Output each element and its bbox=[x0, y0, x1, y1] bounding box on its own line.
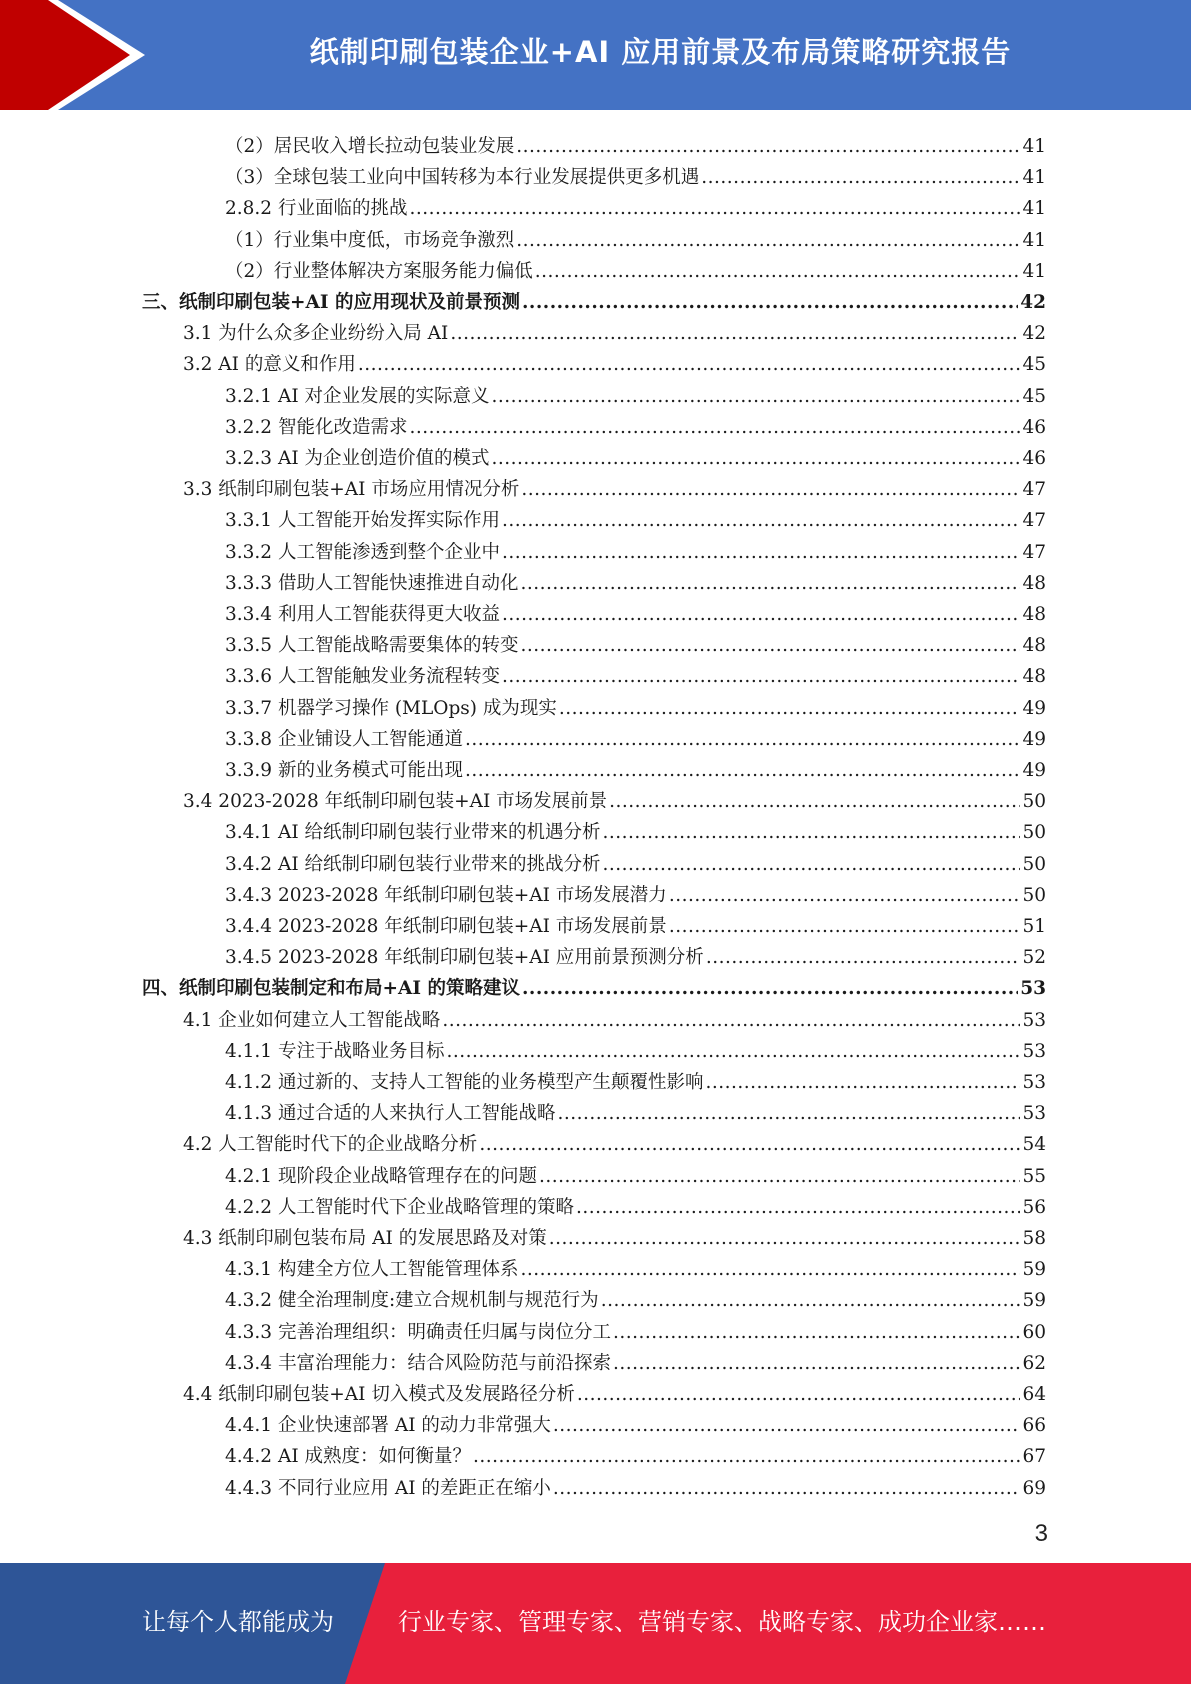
toc-dot-leader bbox=[492, 386, 1021, 408]
toc-dot-leader bbox=[442, 1010, 1020, 1032]
toc-entry-page: 48 bbox=[1022, 635, 1046, 657]
toc-dot-leader bbox=[520, 1259, 1020, 1281]
toc-dot-leader bbox=[701, 167, 1020, 189]
toc-dot-leader bbox=[479, 1134, 1020, 1156]
toc-entry[interactable] bbox=[225, 221, 1046, 252]
toc-dot-leader bbox=[450, 323, 1020, 345]
toc-entry-title: 3.4 2023-2028 年纸制印刷包装+AI 市场发展前景 bbox=[183, 791, 608, 813]
toc-entry[interactable] bbox=[225, 938, 1046, 969]
toc-entry[interactable] bbox=[225, 1437, 1046, 1468]
toc-dot-leader bbox=[465, 760, 1020, 782]
toc-dot-leader bbox=[549, 1228, 1021, 1250]
toc-entry-title: 3.1 为什么众多企业纷纷入局 AI bbox=[183, 323, 449, 345]
toc-entry[interactable] bbox=[225, 689, 1046, 720]
toc-dot-leader bbox=[492, 448, 1021, 470]
toc-entry-page: 56 bbox=[1022, 1196, 1046, 1218]
toc-entry-title: 2.8.2 行业面临的挑战 bbox=[225, 198, 408, 220]
toc-dot-leader bbox=[603, 854, 1021, 876]
toc-entry[interactable] bbox=[225, 1032, 1046, 1063]
toc-dot-leader bbox=[358, 354, 1021, 376]
toc-entry-page: 41 bbox=[1022, 198, 1046, 220]
toc-entry-page: 47 bbox=[1022, 541, 1046, 563]
report-title: 纸制印刷包装企业+AI 应用前景及布局策略研究报告 bbox=[309, 35, 1012, 69]
toc-entry[interactable] bbox=[225, 876, 1046, 907]
toc-dot-leader bbox=[521, 479, 1020, 501]
toc-entry-title: 3.2.3 AI 为企业创造价值的模式 bbox=[225, 448, 490, 469]
toc-entry-page: 45 bbox=[1022, 354, 1046, 376]
toc-entry-page: 62 bbox=[1022, 1352, 1046, 1374]
toc-dot-leader bbox=[409, 417, 1020, 439]
toc-dot-leader bbox=[609, 791, 1020, 813]
toc-entry-page: 41 bbox=[1022, 260, 1046, 282]
toc-dot-leader bbox=[520, 573, 1020, 595]
toc-dot-leader bbox=[559, 698, 1021, 720]
toc-dot-leader bbox=[601, 1290, 1021, 1312]
toc-dot-leader bbox=[557, 1103, 1020, 1125]
toc-entry[interactable] bbox=[225, 1344, 1046, 1375]
toc-entry-page: 51 bbox=[1022, 916, 1046, 937]
toc-dot-leader bbox=[522, 978, 1018, 1000]
toc-entry-title: 3.3.2 人工智能渗透到整个企业中 bbox=[225, 541, 500, 563]
toc-entry[interactable] bbox=[225, 564, 1046, 595]
toc-entry[interactable] bbox=[225, 501, 1046, 532]
toc-entry-page: 58 bbox=[1022, 1228, 1046, 1249]
toc-entry-page: 53 bbox=[1022, 1072, 1046, 1093]
toc-entry-title: 4.4 纸制印刷包装+AI 切入模式及发展路径分析 bbox=[183, 1384, 575, 1405]
toc-entry[interactable] bbox=[183, 1375, 1046, 1406]
toc-entry[interactable] bbox=[225, 252, 1046, 283]
toc-dot-leader bbox=[553, 1415, 1021, 1437]
toc-entry-page: 46 bbox=[1022, 416, 1046, 438]
toc-entry[interactable] bbox=[225, 1063, 1046, 1094]
toc-entry-title: 3.3.9 新的业务模式可能出现 bbox=[225, 760, 463, 781]
toc-entry-title: 3.2.1 AI 对企业发展的实际意义 bbox=[225, 385, 490, 407]
toc-entry-page: 53 bbox=[1022, 1009, 1046, 1031]
toc-entry[interactable] bbox=[225, 1406, 1046, 1437]
toc-entry-title: 3.2 AI 的意义和作用 bbox=[183, 354, 356, 376]
toc-entry[interactable] bbox=[225, 1250, 1046, 1281]
toc-entry-page: 53 bbox=[1020, 978, 1046, 1000]
toc-entry[interactable] bbox=[225, 377, 1046, 408]
toc-entry-title: 3.3.8 企业铺设人工智能通道 bbox=[225, 728, 463, 750]
toc-entry[interactable] bbox=[225, 408, 1046, 439]
toc-dot-leader bbox=[705, 1072, 1020, 1094]
toc-entry-page: 53 bbox=[1022, 1040, 1046, 1062]
toc-entry-title: 四、纸制印刷包装制定和布局+AI 的策略建议 bbox=[142, 978, 520, 1000]
toc-entry-title: 3.3.4 利用人工智能获得更大收益 bbox=[225, 604, 500, 625]
toc-entry[interactable] bbox=[225, 595, 1046, 626]
toc-entry-title: 4.1.1 专注于战略业务目标 bbox=[225, 1040, 445, 1062]
toc-entry-page: 41 bbox=[1022, 229, 1046, 251]
toc-entry-title: 4.2 人工智能时代下的企业战略分析 bbox=[183, 1134, 478, 1156]
toc-entry-page: 48 bbox=[1022, 572, 1046, 594]
toc-entry-page: 59 bbox=[1022, 1290, 1046, 1312]
toc-entry[interactable] bbox=[225, 1157, 1046, 1188]
toc-entry-page: 41 bbox=[1022, 136, 1046, 157]
toc-entry-page: 60 bbox=[1022, 1321, 1046, 1343]
toc-entry[interactable] bbox=[225, 845, 1046, 876]
toc-entry[interactable] bbox=[225, 1469, 1046, 1500]
toc-entry-page: 52 bbox=[1022, 947, 1046, 969]
toc-dot-leader bbox=[465, 729, 1020, 751]
toc-entry-title: 3.4.3 2023-2028 年纸制印刷包装+AI 市场发展潜力 bbox=[225, 884, 667, 906]
toc-dot-leader bbox=[669, 885, 1021, 907]
toc-entry-page: 49 bbox=[1022, 760, 1046, 781]
toc-dot-leader bbox=[577, 1384, 1021, 1406]
toc-entry-title: 3.3.1 人工智能开始发挥实际作用 bbox=[225, 510, 500, 532]
toc-entry[interactable] bbox=[225, 158, 1046, 189]
toc-entry-title: 4.2.2 人工智能时代下企业战略管理的策略 bbox=[225, 1196, 574, 1218]
toc-dot-leader bbox=[535, 261, 1021, 283]
toc-entry-title: （3）全球包装工业向中国转移为本行业发展提供更多机遇 bbox=[225, 167, 700, 189]
toc-entry-page: 49 bbox=[1022, 697, 1046, 719]
toc-entry[interactable] bbox=[225, 907, 1046, 938]
toc-dot-leader bbox=[553, 1478, 1021, 1500]
toc-entry-title: 4.4.2 AI 成熟度：如何衡量？ bbox=[225, 1446, 472, 1468]
toc-entry[interactable] bbox=[183, 1001, 1046, 1032]
toc-entry-title: 3.2.2 智能化改造需求 bbox=[225, 416, 408, 438]
toc-entry-title: 3.4.5 2023-2028 年纸制印刷包装+AI 应用前景预测分析 bbox=[225, 947, 704, 969]
toc-dot-leader bbox=[502, 666, 1020, 688]
toc-entry[interactable] bbox=[225, 1188, 1046, 1219]
toc-entry-page: 50 bbox=[1022, 791, 1046, 813]
toc-dot-leader bbox=[522, 292, 1018, 314]
toc-entry[interactable] bbox=[225, 1281, 1046, 1312]
toc-entry-title: 4.1.2 通过新的、支持人工智能的业务模型产生颠覆性影响 bbox=[225, 1072, 704, 1093]
toc-dot-leader bbox=[576, 1197, 1020, 1219]
toc-entry-title: 3.3 纸制印刷包装+AI 市场应用情况分析 bbox=[183, 479, 520, 501]
toc-entry-page: 66 bbox=[1022, 1415, 1046, 1437]
toc-entry-title: 4.1.3 通过合适的人来执行人工智能战略 bbox=[225, 1103, 556, 1125]
toc-entry-title: 3.4.4 2023-2028 年纸制印刷包装+AI 市场发展前景 bbox=[225, 916, 667, 937]
toc-entry-title: 3.3.5 人工智能战略需要集体的转变 bbox=[225, 635, 519, 657]
toc-entry[interactable] bbox=[225, 1313, 1046, 1344]
toc-entry[interactable] bbox=[183, 1219, 1046, 1250]
toc-entry[interactable] bbox=[183, 1125, 1046, 1156]
toc-entry[interactable] bbox=[225, 127, 1046, 158]
toc-entry-page: 64 bbox=[1022, 1384, 1046, 1405]
toc-entry[interactable] bbox=[225, 813, 1046, 844]
page-number: 3 bbox=[1034, 1520, 1048, 1547]
toc-dot-leader bbox=[446, 1041, 1020, 1063]
toc-entry-title: 4.4.1 企业快速部署 AI 的动力非常强大 bbox=[225, 1415, 551, 1437]
toc-entry-page: 42 bbox=[1020, 292, 1046, 313]
footer-roles: 行业专家、管理专家、营销专家、战略专家、成功企业家…… bbox=[398, 1608, 1046, 1636]
toc-entry-title: 3.3.7 机器学习操作 (MLOps) 成为现实 bbox=[225, 697, 557, 719]
toc-dot-leader bbox=[502, 510, 1020, 532]
toc-entry-title: 3.3.3 借助人工智能快速推进自动化 bbox=[225, 572, 519, 594]
toc-entry-page: 48 bbox=[1022, 666, 1046, 688]
toc-entry-page: 69 bbox=[1022, 1477, 1046, 1499]
toc-entry-title: 3.4.1 AI 给纸制印刷包装行业带来的机遇分析 bbox=[225, 822, 601, 844]
toc-dot-leader bbox=[603, 822, 1021, 844]
toc-dot-leader bbox=[409, 198, 1020, 220]
toc-dot-leader bbox=[502, 604, 1020, 626]
toc-dot-leader bbox=[706, 947, 1021, 969]
toc-entry-page: 54 bbox=[1022, 1134, 1046, 1156]
toc-dot-leader bbox=[539, 1166, 1020, 1188]
toc-entry[interactable] bbox=[225, 720, 1046, 751]
toc-entry-title: 3.3.6 人工智能触发业务流程转变 bbox=[225, 666, 500, 688]
toc-entry-page: 67 bbox=[1022, 1446, 1046, 1468]
toc-entry-page: 50 bbox=[1022, 884, 1046, 906]
toc-dot-leader bbox=[669, 916, 1021, 938]
toc-entry[interactable] bbox=[225, 189, 1046, 220]
toc-entry-page: 41 bbox=[1022, 167, 1046, 189]
toc-entry[interactable] bbox=[142, 283, 1046, 314]
toc-entry[interactable] bbox=[183, 345, 1046, 376]
toc-dot-leader bbox=[613, 1322, 1020, 1344]
toc-entry[interactable] bbox=[225, 626, 1046, 657]
toc-entry-page: 42 bbox=[1022, 323, 1046, 345]
toc-dot-leader bbox=[502, 542, 1020, 564]
toc-entry-title: 4.3 纸制印刷包装布局 AI 的发展思路及对策 bbox=[183, 1228, 547, 1249]
toc-entry[interactable] bbox=[183, 470, 1046, 501]
toc-entry-page: 49 bbox=[1022, 728, 1046, 750]
toc-entry-title: （1）行业集中度低，市场竞争激烈 bbox=[225, 229, 515, 251]
toc-entry-title: （2）行业整体解决方案服务能力偏低 bbox=[225, 260, 533, 282]
footer-slogan: 让每个人都能成为 bbox=[142, 1608, 334, 1636]
toc-entry-title: 4.2.1 现阶段企业战略管理存在的问题 bbox=[225, 1165, 537, 1187]
toc-dot-leader bbox=[516, 230, 1020, 252]
toc-entry[interactable] bbox=[225, 1094, 1046, 1125]
header-band bbox=[0, 0, 1191, 110]
toc-entry-title: 4.4.3 不同行业应用 AI 的差距正在缩小 bbox=[225, 1477, 551, 1499]
toc-entry-page: 46 bbox=[1022, 448, 1046, 469]
toc-entry-page: 59 bbox=[1022, 1259, 1046, 1281]
toc-entry-title: 4.3.2 健全治理制度:建立合规机制与规范行为 bbox=[225, 1290, 599, 1312]
toc-entry[interactable] bbox=[183, 314, 1046, 345]
toc-entry-title: 4.3.4 丰富治理能力：结合风险防范与前沿探索 bbox=[225, 1352, 611, 1374]
toc-entry-title: 3.4.2 AI 给纸制印刷包装行业带来的挑战分析 bbox=[225, 853, 601, 875]
toc-entry[interactable] bbox=[225, 439, 1046, 470]
toc-entry-title: （2）居民收入增长拉动包装业发展 bbox=[225, 136, 515, 157]
toc-entry[interactable] bbox=[225, 751, 1046, 782]
toc-entry-page: 50 bbox=[1022, 822, 1046, 844]
toc-entry-page: 53 bbox=[1022, 1103, 1046, 1125]
toc-entry-page: 50 bbox=[1022, 853, 1046, 875]
footer-band bbox=[0, 1563, 1191, 1684]
toc-dot-leader bbox=[613, 1353, 1020, 1375]
toc-entry-page: 55 bbox=[1022, 1165, 1046, 1187]
toc-entry-title: 三、纸制印刷包装+AI 的应用现状及前景预测 bbox=[142, 292, 520, 313]
toc-entry-page: 47 bbox=[1022, 510, 1046, 532]
toc-entry-page: 48 bbox=[1022, 604, 1046, 625]
toc-entry-page: 45 bbox=[1022, 385, 1046, 407]
toc-entry-title: 4.1 企业如何建立人工智能战略 bbox=[183, 1009, 441, 1031]
toc-entry-title: 4.3.1 构建全方位人工智能管理体系 bbox=[225, 1259, 519, 1281]
toc-entry[interactable] bbox=[225, 533, 1046, 564]
toc-entry[interactable] bbox=[183, 782, 1046, 813]
toc-dot-leader bbox=[520, 635, 1020, 657]
toc-dot-leader bbox=[516, 136, 1020, 158]
toc-entry-page: 47 bbox=[1022, 479, 1046, 501]
toc-entry[interactable] bbox=[142, 969, 1046, 1000]
toc-entry-title: 4.3.3 完善治理组织：明确责任归属与岗位分工 bbox=[225, 1321, 611, 1343]
toc-dot-leader bbox=[473, 1446, 1020, 1468]
toc-entry[interactable] bbox=[225, 657, 1046, 688]
